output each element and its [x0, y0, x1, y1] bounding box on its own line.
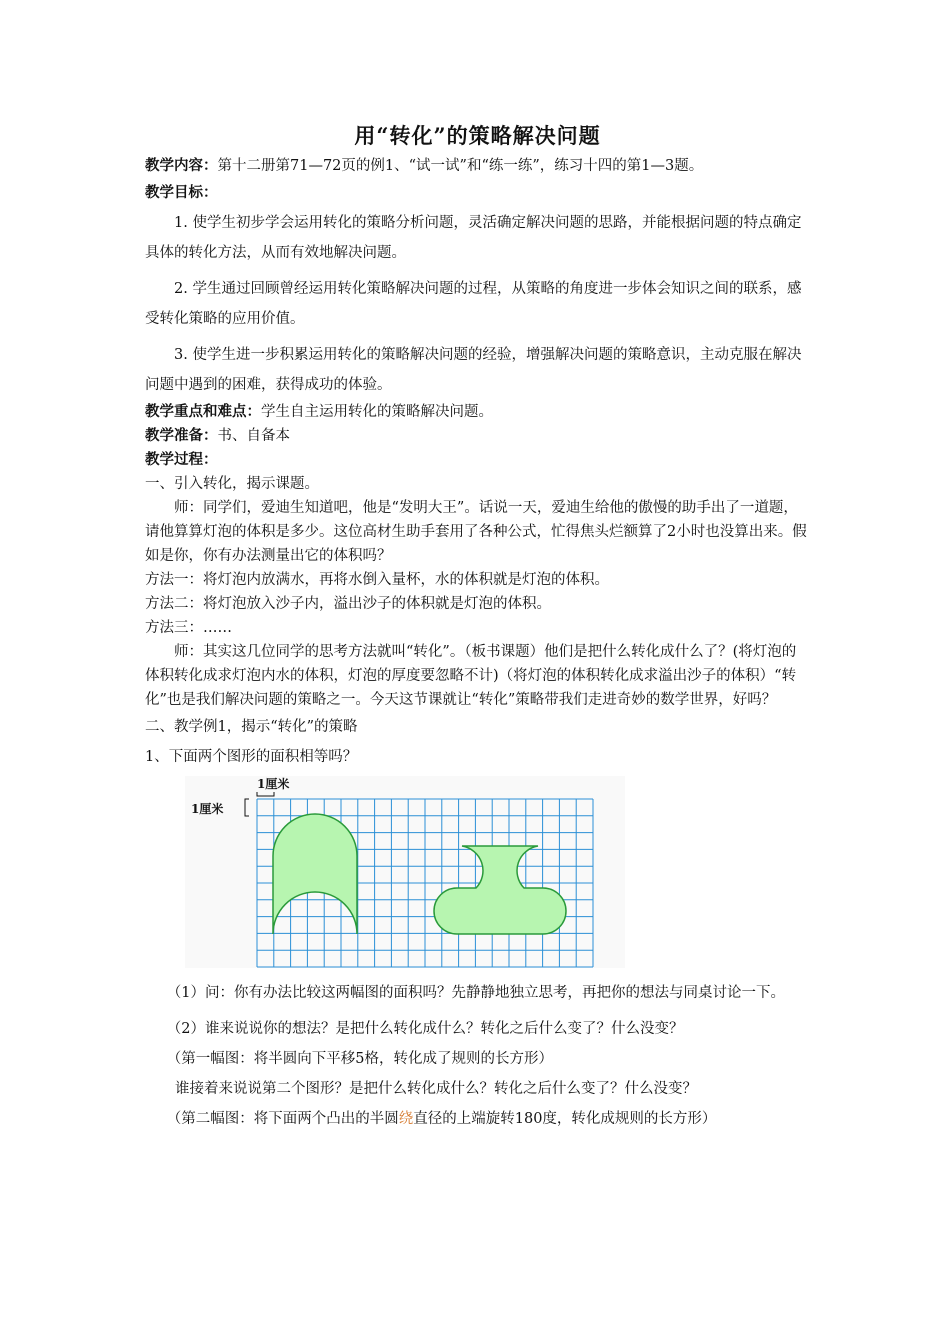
section1-summary: 师：其实这几位同学的思考方法就叫“转化”。（板书课题）他们是把什么转化成什么了？(将灯泡的体积转化成求灯泡内水的体积，灯泡的厚度要忽略不计)（将灯泡的体积转化成求溢出沙子的体积）“转化”也是我们解决问题的策略之一。今天这节课就让“转化”策略带我们走进奇妙的数学世界，好吗？	[145, 644, 797, 708]
method-2: 方法二：将灯泡放入沙子内，溢出沙子的体积就是灯泡的体积。	[145, 596, 551, 612]
teaching-content-label: 教学内容：	[145, 157, 218, 174]
preparation-label: 教学准备：	[145, 427, 218, 444]
label-1cm-top: 1厘米	[257, 777, 290, 791]
section1-intro: 师：同学们，爱迪生知道吧，他是“发明大王”。话说一天，爱迪生给他的傲慢的助手出了一道题，请他算算灯泡的体积是多少。这位高材生助手套用了各种公式，忙得焦头烂额算了2小时也没算出来。假如是你，你有办法测量出它的体积吗？	[145, 500, 807, 564]
question-2: （2）谁来说说你的想法？是把什么转化成什么？转化之后什么变了？什么没变？	[166, 1021, 684, 1037]
method-1: 方法一：将灯泡内放满水，再将水倒入量杯，水的体积就是灯泡的体积。	[145, 572, 609, 588]
section2-heading: 二、教学例1，揭示“转化”的策略	[145, 719, 358, 735]
label-1cm-left: 1厘米	[191, 802, 224, 816]
preparation	[145, 424, 810, 448]
section2-question: 1、下面两个图形的面积相等吗？	[145, 749, 358, 765]
answer-2-highlight: 绕	[398, 1111, 414, 1127]
answer-2-before: （第二幅图：将下面两个凸出的半圆	[166, 1111, 399, 1127]
teaching-goal-1: 1. 使学生初步学会运用转化的策略分析问题，灵活确定解决问题的思路，并能根据问题的特点确定具体的转化方法，从而有效地解决问题。	[145, 215, 802, 261]
teaching-goals-label: 教学目标：	[145, 184, 218, 201]
teaching-content	[145, 154, 810, 178]
teaching-goal-3: 3. 使学生进一步积累运用转化的策略解决问题的经验，增强解决问题的策略意识，主动克服在解决问题中遇到的困难，获得成功的体验。	[145, 347, 802, 393]
key-points	[145, 400, 810, 424]
section1-heading: 一、引入转化，揭示课题。	[145, 476, 319, 492]
answer-1: （第一幅图：将半圆向下平移5格，转化成了规则的长方形）	[166, 1051, 553, 1067]
method-3: 方法三：……	[145, 620, 232, 636]
key-points-label: 教学重点和难点：	[145, 403, 261, 420]
key-points-text: 学生自主运用转化的策略解决问题。	[261, 404, 493, 420]
preparation-text: 书、自备本	[217, 428, 290, 444]
answer-2-after: 直径的上端旋转180度，转化成规则的长方形）	[413, 1111, 717, 1127]
teaching-goal-2: 2. 学生通过回顾曾经运用转化策略解决问题的过程，从策略的角度进一步体会知识之间的联系，感受转化策略的应用价值。	[145, 281, 802, 327]
document-page	[145, 118, 810, 1134]
question-3: 谁接着来说说第二个图形？是把什么转化成什么？转化之后什么变了？什么没变？	[175, 1081, 697, 1097]
page-title: 用“转化”的策略解决问题	[354, 123, 601, 148]
area-comparison-figure	[145, 774, 810, 972]
teaching-content-text: 第十二册第71—72页的例1、“试一试”和“练一练”，练习十四的第1—3题。	[217, 158, 704, 174]
process-label: 教学过程：	[145, 451, 218, 468]
grid-figure-svg	[185, 776, 625, 968]
question-1: （1）问：你有办法比较这两幅图的面积吗？先静静地独立思考，再把你的想法与同桌讨论一下。	[166, 985, 785, 1001]
answer-2	[145, 1104, 810, 1134]
